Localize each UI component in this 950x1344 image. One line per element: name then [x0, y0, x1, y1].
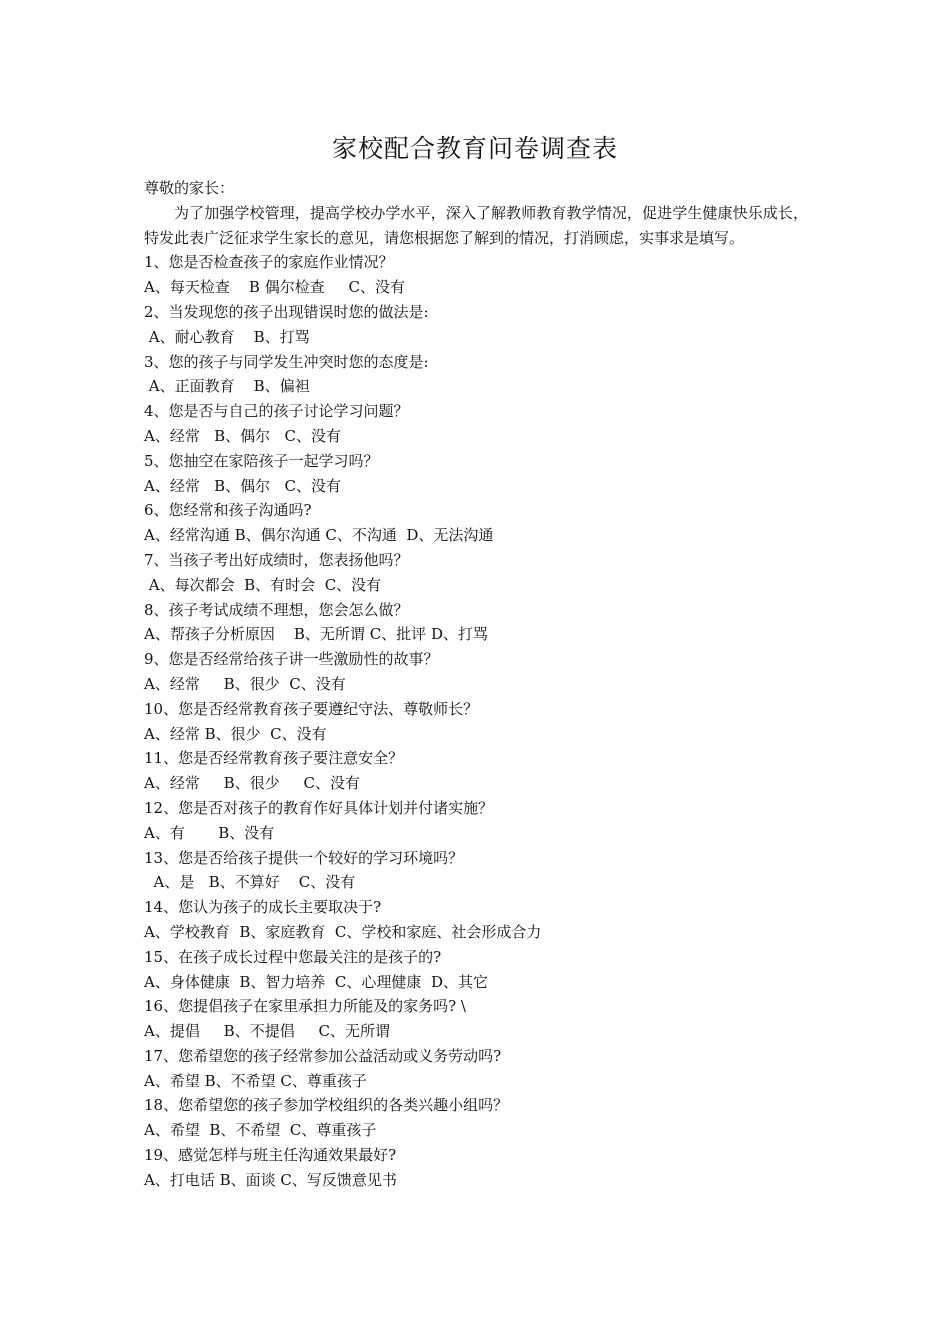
- answer-options-7: A、每次都会 B、有时会 C、没有: [144, 575, 382, 594]
- question-16: 16、您提倡孩子在家里承担力所能及的家务吗? \: [144, 997, 466, 1016]
- answer-options-2: A、耐心教育 B、打骂: [144, 327, 310, 346]
- answer-options-1: A、每天检查 B 偶尔检查 C、没有: [144, 278, 406, 297]
- question-13: 13、您是否给孩子提供一个较好的学习环境吗？: [144, 848, 464, 867]
- question-1: 1、您是否检查孩子的家庭作业情况？: [144, 253, 394, 272]
- answer-options-3: A、正面教育 B、偏袒: [144, 377, 310, 396]
- answer-options-12: A、有 B、没有: [144, 823, 275, 842]
- question-19: 19、感觉怎样与班主任沟通效果最好?: [144, 1146, 397, 1165]
- question-14: 14、您认为孩子的成长主要取决于?: [144, 898, 382, 917]
- intro-paragraph: 为了加强学校管理，提高学校办学水平，深入了解教师教育教学情况，促进学生健康快乐成长，特发此表广泛征求学生家长的意见，请您根据您了解到的情况，打消顾虑，实事求是填写。: [144, 203, 808, 247]
- answer-options-13: A、是 B、不算好 C、没有: [144, 873, 356, 892]
- question-18: 18、您希望您的孩子参加学校组织的各类兴趣小组吗？: [144, 1096, 509, 1115]
- question-4: 4、您是否与自己的孩子讨论学习问题？: [144, 402, 409, 421]
- answer-options-10: A、经常 B、很少 C、没有: [144, 724, 327, 743]
- question-5: 5、您抽空在家陪孩子一起学习吗？: [144, 451, 379, 470]
- document-body: [144, 176, 808, 1193]
- answer-options-5: A、经常 B、偶尔 C、没有: [144, 476, 341, 495]
- question-10: 10、您是否经常教育孩子要遵纪守法、尊敬师长？: [144, 699, 479, 718]
- answer-options-11: A、经常 B、很少 C、没有: [144, 774, 361, 793]
- question-3: 3、您的孩子与同学发生冲突时您的态度是:: [144, 352, 429, 371]
- question-17: 17、您希望您的孩子经常参加公益活动或义务劳动吗?: [144, 1046, 502, 1065]
- answer-options-15: A、身体健康 B、智力培养 C、心理健康 D、其它: [144, 972, 488, 991]
- answer-options-14: A、学校教育 B、家庭教育 C、学校和家庭、社会形成合力: [144, 922, 542, 941]
- answer-options-17: A、希望 B、不希望 C、尊重孩子: [144, 1071, 367, 1090]
- question-12: 12、您是否对孩子的教育作好具体计划并付诸实施？: [144, 798, 494, 817]
- question-2: 2、当发现您的孩子出现错误时您的做法是:: [144, 302, 429, 321]
- question-6: 6、您经常和孩子沟通吗?: [144, 501, 312, 520]
- question-8: 8、孩子考试成绩不理想，您会怎么做？: [144, 600, 409, 619]
- document-title: 家校配合教育问卷调查表: [331, 134, 618, 163]
- answer-options-8: A、帮孩子分析原因 B、无所谓 C、批评 D、打骂: [144, 625, 488, 644]
- question-15: 15、在孩子成长过程中您最关注的是孩子的?: [144, 947, 442, 966]
- answer-options-19: A、打电话 B、面谈 C、写反馈意见书: [144, 1170, 397, 1189]
- answer-options-6: A、经常沟通 B、偶尔沟通 C、不沟通 D、无法沟通: [144, 526, 494, 545]
- answer-options-16: A、提倡 B、不提倡 C、无所谓: [144, 1022, 391, 1041]
- question-11: 11、您是否经常教育孩子要注意安全？: [144, 749, 404, 768]
- question-9: 9、您是否经常给孩子讲一些激励性的故事？: [144, 650, 439, 669]
- question-7: 7、当孩子考出好成绩时，您表扬他吗？: [144, 550, 409, 569]
- greeting: 尊敬的家长：: [144, 179, 235, 197]
- answer-options-18: A、希望 B、不希望 C、尊重孩子: [144, 1121, 377, 1140]
- answer-options-4: A、经常 B、偶尔 C、没有: [144, 426, 341, 445]
- answer-options-9: A、经常 B、很少 C、没有: [144, 674, 346, 693]
